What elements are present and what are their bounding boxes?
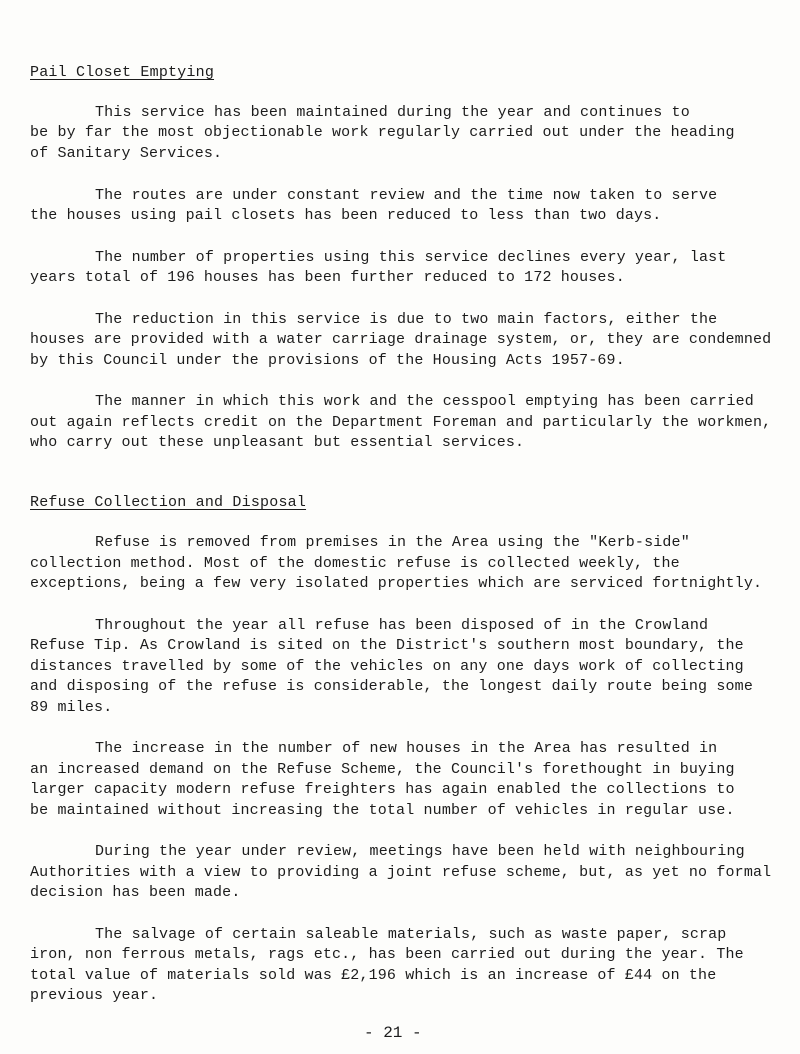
text-line: of Sanitary Services. (30, 145, 223, 162)
section-heading-pail-closet: Pail Closet Emptying (30, 64, 215, 81)
text-line: and disposing of the refuse is considerable, the longest daily route being some (30, 678, 753, 695)
text-line: be by far the most objectionable work regularly carried out under the heading (30, 124, 735, 141)
text-line: decision has been made. (30, 884, 241, 901)
text-line: This service has been maintained during the year and continues to (95, 104, 690, 121)
page-number: - 21 - (364, 1024, 422, 1042)
text-line: years total of 196 houses has been further reduced to 172 houses. (30, 269, 625, 286)
text-line: distances travelled by some of the vehicles on any one days work of collecting (30, 658, 744, 675)
text-line: The number of properties using this service declines every year, last (95, 249, 727, 266)
text-line: exceptions, being a few very isolated properties which are serviced fortnightly. (30, 575, 763, 592)
text-line: Refuse Tip. As Crowland is sited on the District's southern most boundary, the (30, 637, 744, 654)
text-line: During the year under review, meetings have been held with neighbouring (95, 843, 745, 860)
text-line: 89 miles. (30, 699, 113, 716)
text-line: larger capacity modern refuse freighters has again enabled the collections to (30, 781, 735, 798)
text-line: The routes are under constant review and the time now taken to serve (95, 187, 718, 204)
section-heading-refuse-collection: Refuse Collection and Disposal (30, 494, 307, 511)
text-line: The reduction in this service is due to two main factors, either the (95, 311, 718, 328)
text-line: The increase in the number of new houses in the Area has resulted in (95, 740, 718, 757)
text-line: by this Council under the provisions of the Housing Acts 1957-69. (30, 352, 625, 369)
text-line: houses are provided with a water carriage drainage system, or, they are condemned (30, 331, 772, 348)
text-line: The manner in which this work and the cesspool emptying has been carried (95, 393, 754, 410)
text-line: Authorities with a view to providing a joint refuse scheme, but, as yet no formal (30, 864, 772, 881)
text-line: be maintained without increasing the total number of vehicles in regular use. (30, 802, 735, 819)
text-line: out again reflects credit on the Department Foreman and particularly the workmen, (30, 414, 772, 431)
text-line: an increased demand on the Refuse Scheme, the Council's forethought in buying (30, 761, 735, 778)
text-line: Throughout the year all refuse has been disposed of in the Crowland (95, 617, 709, 634)
text-line: The salvage of certain saleable materials, such as waste paper, scrap (95, 926, 727, 943)
text-line: who carry out these unpleasant but essential services. (30, 434, 525, 451)
text-line: the houses using pail closets has been reduced to less than two days. (30, 207, 662, 224)
text-line: total value of materials sold was £2,196 which is an increase of £44 on the (30, 967, 717, 984)
text-line: collection method. Most of the domestic refuse is collected weekly, the (30, 555, 680, 572)
text-line: Refuse is removed from premises in the Area using the "Kerb-side" (95, 534, 690, 551)
text-line: previous year. (30, 987, 159, 1004)
text-line: iron, non ferrous metals, rags etc., has been carried out during the year. The (30, 946, 744, 963)
